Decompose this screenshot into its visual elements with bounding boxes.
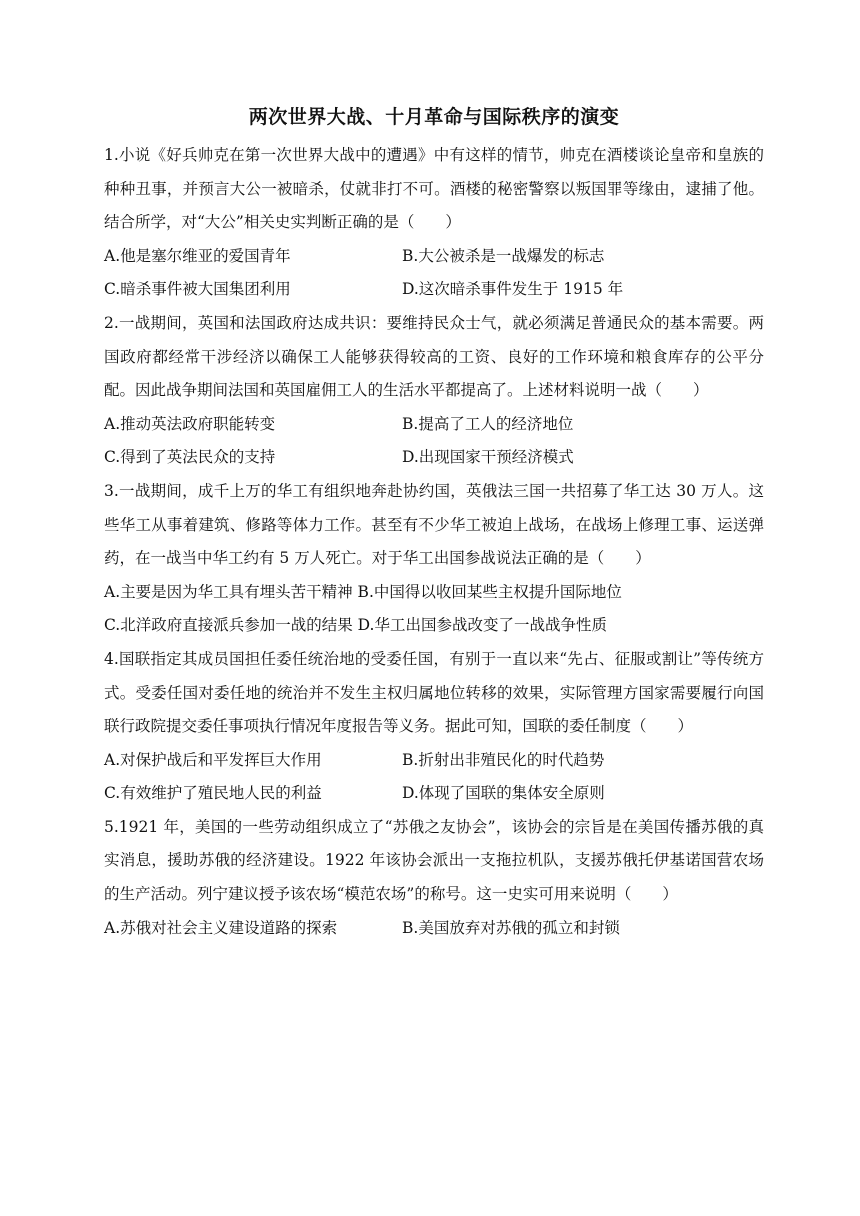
question-5	[104, 811, 764, 945]
option-a: A.苏俄对社会主义建设道路的探索	[104, 918, 338, 937]
option-b: B.大公被杀是一战爆发的标志	[402, 246, 605, 265]
question-stem: 3.一战期间，成千上万的华工有组织地奔赴协约国，英俄法三国一共招募了华工达 30 万人。这些华工从事着建筑、修路等体力工作。甚至有不少华工被迫上战场，在战场上修理工事、运送弹药，在一战当中华工约有 5 万人死亡。对于华工出国参战说法正确的是（ ）	[104, 481, 764, 568]
option-b: B.提高了工人的经济地位	[402, 414, 574, 433]
question-3	[104, 475, 764, 643]
question-stem: 1.小说《好兵帅克在第一次世界大战中的遭遇》中有这样的情节，帅克在酒楼谈论皇帝和皇族的种种丑事，并预言大公一被暗杀，仗就非打不可。酒楼的秘密警察以叛国罪等缘由，逮捕了他。结合所学，对“大公”相关史实判断正确的是（ ）	[104, 146, 764, 232]
option-d: D.体现了国联的集体安全原则	[402, 784, 605, 803]
option-d: D.出现国家干预经济模式	[402, 448, 574, 467]
question-options	[104, 576, 764, 643]
option-row-cd: C.北洋政府直接派兵参加一战的结果 D.华工出国参战改变了一战战争性质	[104, 616, 607, 635]
question-options	[104, 912, 764, 946]
option-a: A.推动英法政府职能转变	[104, 414, 276, 433]
option-d: D.这次暗杀事件发生于 1915 年	[402, 280, 624, 299]
question-options	[104, 240, 764, 307]
option-a: A.他是塞尔维亚的爱国青年	[104, 246, 291, 265]
option-c: C.得到了英法民众的支持	[104, 448, 276, 467]
option-a: A.对保护战后和平发挥巨大作用	[104, 750, 322, 769]
question-4	[104, 643, 764, 811]
document-title: 两次世界大战、十月革命与国际秩序的演变	[248, 106, 620, 128]
option-c: C.暗杀事件被大国集团利用	[104, 280, 291, 299]
option-b: B.折射出非殖民化的时代趋势	[402, 750, 605, 769]
question-1	[104, 139, 764, 307]
question-stem: 5.1921 年，美国的一些劳动组织成立了“苏俄之友协会”，该协会的宗旨是在美国传播苏俄的真实消息，援助苏俄的经济建设。1922 年该协会派出一支拖拉机队，支援苏俄托伊基诺国营农场的生产活动。列宁建议授予该农场“模范农场”的称号。这一史实可用来说明（ ）	[104, 817, 764, 904]
option-row-ab: A.主要是因为华工具有埋头苦干精神 B.中国得以收回某些主权提升国际地位	[104, 582, 622, 601]
question-options	[104, 408, 764, 475]
question-stem: 4.国联指定其成员国担任委任统治地的受委任国，有别于一直以来“先占、征服或割让”等传统方式。受委任国对委任地的统治并不发生主权归属地位转移的效果，实际管理方国家需要履行向国联行政院提交委任事项执行情况年度报告等义务。据此可知，国联的委任制度（ ）	[104, 649, 764, 736]
question-2	[104, 307, 764, 475]
question-options	[104, 744, 764, 811]
question-stem: 2.一战期间，英国和法国政府达成共识：要维持民众士气，就必须满足普通民众的基本需要。两国政府都经常干涉经济以确保工人能够获得较高的工资、良好的工作环境和粮食库存的公平分配。因此战争期间法国和英国雇佣工人的生活水平都提高了。上述材料说明一战（ ）	[104, 313, 764, 400]
option-c: C.有效维护了殖民地人民的利益	[104, 784, 322, 803]
option-b: B.美国放弃对苏俄的孤立和封锁	[402, 918, 620, 937]
